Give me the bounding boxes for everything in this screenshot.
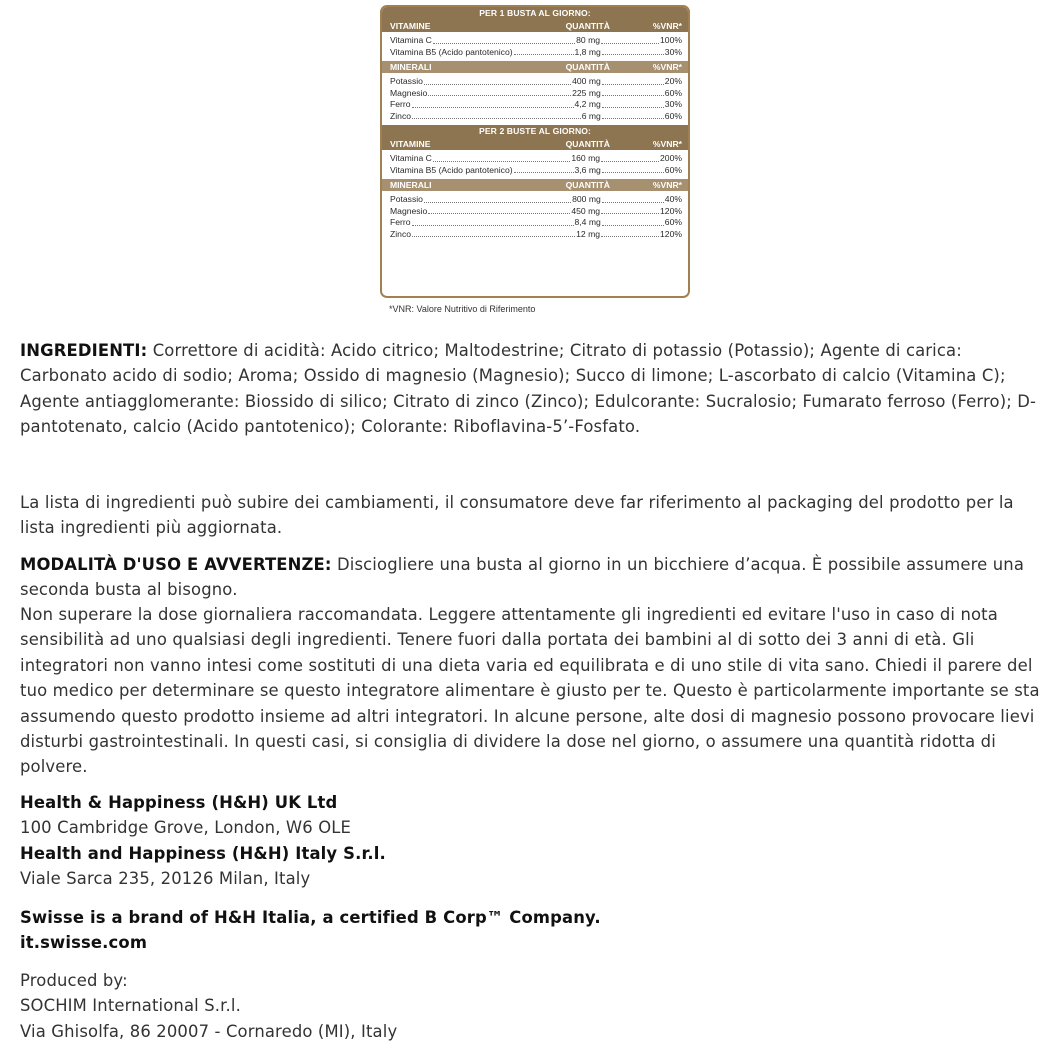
table-row	[390, 99, 682, 111]
table-row	[390, 206, 682, 218]
producer-label: Produced by:	[20, 971, 128, 990]
row-vnr: 60%	[664, 217, 682, 227]
row-quantity: 12 mg	[576, 228, 601, 239]
table-row	[390, 88, 682, 100]
row-quantity: 1,8 mg	[574, 46, 601, 57]
row-vnr: 40%	[664, 194, 682, 204]
row-quantity: 160 mg	[571, 153, 601, 163]
row-name: Magnesio	[390, 205, 428, 216]
table-row	[390, 47, 682, 59]
col-name: VITAMINE	[390, 21, 431, 31]
row-quantity: 800 mg	[572, 194, 601, 204]
row-name: Vitamina C	[390, 35, 432, 45]
col-vnr: %VNR*	[652, 180, 682, 190]
section-title-one-sachet: PER 1 BUSTA AL GIORNO:	[382, 7, 688, 20]
col-vnr: %VNR*	[652, 21, 682, 31]
row-vnr: 30%	[664, 99, 682, 109]
row-quantity: 80 mg	[576, 35, 601, 45]
row-quantity: 6 mg	[581, 110, 601, 121]
row-vnr: 60%	[664, 164, 682, 175]
row-name: Potassio	[390, 194, 423, 204]
table-row	[390, 165, 682, 177]
minerals-rows	[382, 191, 688, 243]
col-name: VITAMINE	[390, 139, 431, 149]
usage-heading: MODALITÀ D'USO E AVVERTENZE:	[20, 555, 332, 574]
row-name: Ferro	[390, 217, 411, 227]
col-name: MINERALI	[390, 180, 432, 190]
vitamins-rows	[382, 150, 688, 179]
row-name: Zinco	[390, 110, 412, 121]
ingredients-paragraph	[20, 338, 1050, 440]
row-vnr: 100%	[660, 35, 682, 45]
col-quantity: QUANTITÀ	[565, 180, 610, 190]
producer-address: Via Ghisolfa, 86 20007 - Cornaredo (MI), Italy	[20, 1022, 398, 1041]
row-quantity: 4,2 mg	[574, 99, 601, 109]
row-vnr: 30%	[664, 46, 682, 57]
brand-website: it.swisse.com	[20, 933, 148, 952]
row-vnr: 120%	[660, 205, 682, 216]
row-name: Vitamina B5 (Acido pantotenico)	[390, 46, 513, 57]
table-row	[390, 76, 682, 88]
nutrition-label	[380, 5, 690, 298]
usage-text: Disciogliere una busta al giorno in un bicchiere d’acqua. È possibile assumere una seconda busta al bisogno.	[20, 555, 1025, 600]
row-vnr: 20%	[664, 76, 682, 86]
company-it-name: Health and Happiness (H&H) Italy S.r.l.	[20, 844, 386, 863]
vitamins-header	[382, 20, 688, 32]
table-row	[390, 153, 682, 165]
table-row	[390, 217, 682, 229]
row-vnr: 60%	[664, 87, 682, 98]
row-name: Magnesio	[390, 87, 428, 98]
row-name: Vitamina C	[390, 153, 432, 163]
row-quantity: 450 mg	[571, 205, 601, 216]
minerals-header	[382, 61, 688, 73]
vitamins-rows	[382, 32, 688, 61]
col-vnr: %VNR*	[652, 62, 682, 72]
col-name: MINERALI	[390, 62, 432, 72]
ingredients-text: Correttore di acidità: Acido citrico; Maltodestrine; Citrato di potassio (Potassio); Agente di carica: Carbonato acido di sodio; Aroma; Ossido di magnesio (Magnesio); Succo di limone; L-ascorbato di calcio (Vitamina C); Agente antiagglomerante: Biossido di silico; Citrato di zinco (Zinco); Edulcorante: Sucralosio; Fumarato ferroso (Ferro); D-pantotenato, calcio (Acido pantotenico); Colorante: Riboflavina-5’-Fosfato.	[20, 341, 1037, 437]
row-name: Vitamina B5 (Acido pantotenico)	[390, 164, 513, 175]
row-name: Zinco	[390, 228, 412, 239]
row-quantity: 225 mg	[572, 87, 601, 98]
vnr-footnote: *VNR: Valore Nutritivo di Riferimento	[389, 304, 536, 314]
vitamins-header	[382, 138, 688, 150]
company-it-address: Viale Sarca 235, 20126 Milan, Italy	[20, 869, 311, 888]
section-title-two-sachets: PER 2 BUSTE AL GIORNO:	[382, 125, 688, 138]
row-quantity: 3,6 mg	[574, 164, 601, 175]
minerals-rows	[382, 73, 688, 125]
col-quantity: QUANTITÀ	[565, 139, 610, 149]
table-row	[390, 194, 682, 206]
col-quantity: QUANTITÀ	[565, 62, 610, 72]
col-quantity: QUANTITÀ	[565, 21, 610, 31]
col-vnr: %VNR*	[652, 139, 682, 149]
minerals-header	[382, 179, 688, 191]
row-name: Ferro	[390, 99, 411, 109]
row-name: Potassio	[390, 76, 423, 86]
row-vnr: 60%	[664, 110, 682, 121]
ingredients-note: La lista di ingredienti può subire dei cambiamenti, il consumatore deve far riferimento al packaging del prodotto per la lista ingredienti più aggiornata.	[20, 493, 1014, 538]
company-uk-name: Health & Happiness (H&H) UK Ltd	[20, 793, 338, 812]
table-row	[390, 229, 682, 241]
row-vnr: 120%	[660, 228, 682, 239]
brand-statement: Swisse is a brand of H&H Italia, a certified B Corp™ Company.	[20, 908, 601, 927]
company-uk-address: 100 Cambridge Grove, London, W6 OLE	[20, 818, 352, 837]
producer-name: SOCHIM International S.r.l.	[20, 996, 241, 1015]
row-quantity: 8,4 mg	[574, 217, 601, 227]
table-row	[390, 111, 682, 123]
row-vnr: 200%	[660, 153, 682, 163]
usage-paragraph	[20, 552, 1050, 603]
ingredients-heading: INGREDIENTI:	[20, 341, 148, 360]
warnings-paragraph: Non superare la dose giornaliera raccomandata. Leggere attentamente gli ingredienti ed evitare l'uso in caso di nota sensibilità ad uno qualsiasi degli ingredienti. Tenere fuori dalla portata dei bambini al di sotto dei 3 anni di età. Gli integratori non vanno intesi come sostituti di una dieta varia ed equilibrata e di uno stile di vita sano. Chiedi il parere del tuo medico per determinare se questo integratore alimentare è giusto per te. Questo è particolarmente importante se sta assumendo questo prodotto insieme ad altri integratori. In alcune persone, alte dosi di magnesio possono provocare lievi disturbi gastrointestinali. In questi casi, si consiglia di dividere la dose nel giorno, o assumere una quantità ridotta di polvere.	[20, 605, 1040, 777]
row-quantity: 400 mg	[572, 76, 601, 86]
table-row	[390, 35, 682, 47]
